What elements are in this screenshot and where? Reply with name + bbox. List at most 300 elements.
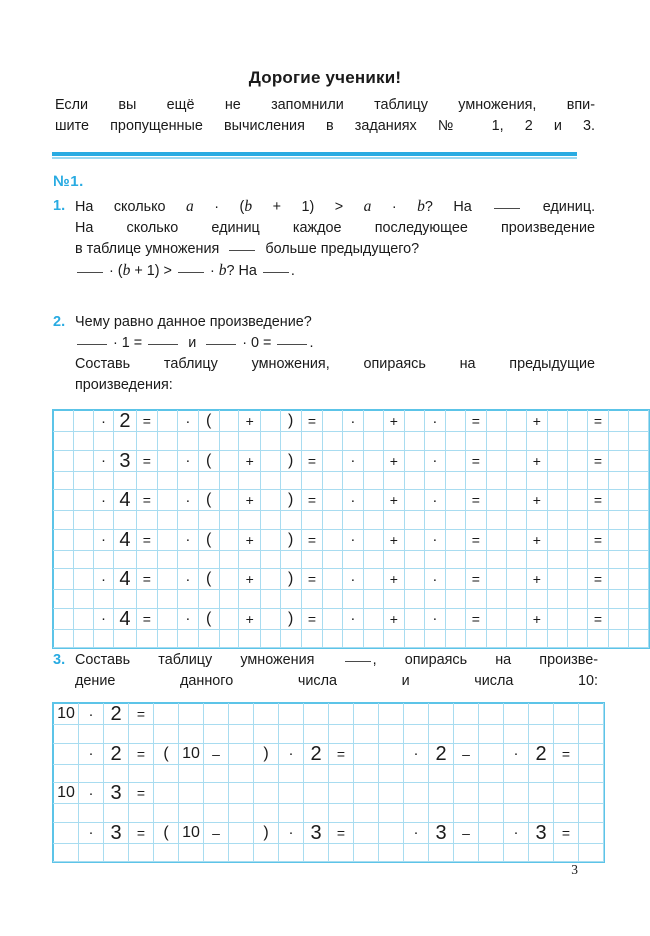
grid-cell[interactable] <box>198 471 219 490</box>
grid-cell[interactable] <box>114 490 136 511</box>
grid-cell[interactable] <box>280 590 301 609</box>
grid-cell[interactable] <box>179 725 204 744</box>
grid-cell[interactable] <box>239 569 261 590</box>
grid-cell[interactable] <box>526 450 548 471</box>
grid-cell[interactable] <box>158 490 178 511</box>
grid-cell[interactable] <box>204 725 229 744</box>
grid-cell[interactable] <box>567 450 587 471</box>
grid-cell[interactable] <box>323 590 343 609</box>
grid-cell[interactable] <box>114 569 136 590</box>
grid-cell[interactable] <box>54 743 79 764</box>
fill-blank[interactable] <box>206 344 236 345</box>
grid-cell[interactable] <box>465 511 487 530</box>
grid-cell[interactable] <box>404 704 429 725</box>
grid-cell[interactable] <box>79 843 104 862</box>
grid-cell[interactable] <box>342 450 363 471</box>
grid-cell[interactable] <box>567 629 587 648</box>
grid-cell[interactable] <box>383 629 405 648</box>
grid-cell[interactable] <box>239 629 261 648</box>
grid-cell[interactable] <box>239 529 261 550</box>
grid-cell[interactable] <box>383 511 405 530</box>
grid-cell[interactable] <box>329 743 354 764</box>
grid-cell[interactable] <box>548 490 568 511</box>
grid-cell[interactable] <box>301 471 323 490</box>
grid-cell[interactable] <box>404 743 429 764</box>
grid-cell[interactable] <box>342 432 363 451</box>
grid-cell[interactable] <box>445 629 465 648</box>
grid-cell[interactable] <box>114 450 136 471</box>
grid-cell[interactable] <box>629 450 649 471</box>
grid-cell[interactable] <box>445 529 465 550</box>
grid-cell[interactable] <box>304 843 329 862</box>
grid-cell[interactable] <box>158 511 178 530</box>
grid-cell[interactable] <box>158 432 178 451</box>
grid-cell[interactable] <box>219 490 239 511</box>
grid-cell[interactable] <box>239 550 261 569</box>
grid-cell[interactable] <box>629 511 649 530</box>
grid-cell[interactable] <box>567 590 587 609</box>
grid-cell[interactable] <box>129 704 154 725</box>
grid-cell[interactable] <box>229 783 254 804</box>
grid-cell[interactable] <box>79 822 104 843</box>
grid-cell[interactable] <box>506 590 526 609</box>
grid-cell[interactable] <box>567 411 587 432</box>
grid-cell[interactable] <box>158 590 178 609</box>
grid-cell[interactable] <box>587 450 609 471</box>
grid-cell[interactable] <box>554 743 579 764</box>
grid-cell[interactable] <box>304 764 329 783</box>
grid-cell[interactable] <box>579 743 604 764</box>
grid-cell[interactable] <box>329 764 354 783</box>
grid-cell[interactable] <box>260 550 280 569</box>
grid-cell[interactable] <box>136 550 158 569</box>
grid-cell[interactable] <box>198 529 219 550</box>
grid-cell[interactable] <box>304 725 329 744</box>
grid-cell[interactable] <box>93 569 114 590</box>
grid-cell[interactable] <box>73 450 93 471</box>
fill-blank[interactable] <box>148 344 178 345</box>
grid-cell[interactable] <box>54 843 79 862</box>
grid-cell[interactable] <box>405 550 425 569</box>
grid-cell[interactable] <box>429 725 454 744</box>
grid-cell[interactable] <box>54 725 79 744</box>
grid-cell[interactable] <box>198 511 219 530</box>
grid-cell[interactable] <box>204 843 229 862</box>
grid-cell[interactable] <box>354 743 379 764</box>
grid-cell[interactable] <box>587 490 609 511</box>
grid-cell[interactable] <box>363 550 383 569</box>
grid-cell[interactable] <box>554 704 579 725</box>
multiplication-table-grid-1[interactable] <box>52 409 650 649</box>
grid-cell[interactable] <box>548 450 568 471</box>
grid-cell[interactable] <box>239 471 261 490</box>
grid-cell[interactable] <box>567 490 587 511</box>
grid-cell[interactable] <box>383 490 405 511</box>
grid-cell[interactable] <box>229 725 254 744</box>
grid-cell[interactable] <box>465 569 487 590</box>
grid-cell[interactable] <box>129 804 154 823</box>
grid-cell[interactable] <box>79 804 104 823</box>
grid-cell[interactable] <box>383 569 405 590</box>
grid-cell[interactable] <box>280 550 301 569</box>
grid-cell[interactable] <box>93 450 114 471</box>
grid-cell[interactable] <box>154 704 179 725</box>
grid-cell[interactable] <box>114 432 136 451</box>
grid-cell[interactable] <box>136 529 158 550</box>
grid-cell[interactable] <box>354 843 379 862</box>
grid-cell[interactable] <box>383 450 405 471</box>
grid-cell[interactable] <box>465 411 487 432</box>
grid-cell[interactable] <box>487 529 507 550</box>
grid-cell[interactable] <box>219 411 239 432</box>
grid-cell[interactable] <box>487 490 507 511</box>
grid-cell[interactable] <box>280 471 301 490</box>
grid-cell[interactable] <box>383 411 405 432</box>
grid-cell[interactable] <box>179 843 204 862</box>
grid-cell[interactable] <box>526 590 548 609</box>
grid-cell[interactable] <box>454 843 479 862</box>
grid-cell[interactable] <box>579 764 604 783</box>
grid-cell[interactable] <box>609 490 629 511</box>
grid-cell[interactable] <box>104 725 129 744</box>
grid-cell[interactable] <box>405 569 425 590</box>
grid-cell[interactable] <box>445 569 465 590</box>
grid-cell[interactable] <box>260 629 280 648</box>
grid-cell[interactable] <box>548 550 568 569</box>
grid-cell[interactable] <box>73 590 93 609</box>
grid-cell[interactable] <box>487 411 507 432</box>
grid-cell[interactable] <box>260 471 280 490</box>
grid-cell[interactable] <box>629 629 649 648</box>
grid-cell[interactable] <box>198 490 219 511</box>
grid-cell[interactable] <box>548 629 568 648</box>
grid-cell[interactable] <box>445 608 465 629</box>
grid-cell[interactable] <box>158 529 178 550</box>
grid-cell[interactable] <box>73 432 93 451</box>
grid-cell[interactable] <box>342 550 363 569</box>
grid-cell[interactable] <box>587 569 609 590</box>
grid-cell[interactable] <box>506 608 526 629</box>
grid-cell[interactable] <box>304 743 329 764</box>
grid-cell[interactable] <box>548 411 568 432</box>
grid-cell[interactable] <box>198 550 219 569</box>
grid-cell[interactable] <box>526 411 548 432</box>
grid-cell[interactable] <box>354 822 379 843</box>
grid-cell[interactable] <box>609 471 629 490</box>
grid-cell[interactable] <box>280 511 301 530</box>
grid-cell[interactable] <box>104 822 129 843</box>
grid-cell[interactable] <box>454 764 479 783</box>
grid-cell[interactable] <box>158 608 178 629</box>
fill-blank[interactable] <box>77 344 107 345</box>
grid-cell[interactable] <box>504 743 529 764</box>
grid-cell[interactable] <box>136 432 158 451</box>
grid-cell[interactable] <box>229 843 254 862</box>
grid-cell[interactable] <box>280 490 301 511</box>
grid-cell[interactable] <box>198 450 219 471</box>
grid-cell[interactable] <box>379 822 404 843</box>
grid-cell[interactable] <box>136 590 158 609</box>
grid-cell[interactable] <box>136 608 158 629</box>
grid-cell[interactable] <box>554 783 579 804</box>
grid-cell[interactable] <box>354 725 379 744</box>
grid-cell[interactable] <box>104 764 129 783</box>
grid-cell[interactable] <box>548 471 568 490</box>
grid-cell[interactable] <box>479 822 504 843</box>
grid-cell[interactable] <box>404 783 429 804</box>
grid-cell[interactable] <box>301 629 323 648</box>
grid-cell[interactable] <box>323 569 343 590</box>
grid-cell[interactable] <box>229 764 254 783</box>
grid-cell[interactable] <box>129 764 154 783</box>
grid-cell[interactable] <box>54 764 79 783</box>
grid-cell[interactable] <box>280 411 301 432</box>
grid-cell[interactable] <box>280 432 301 451</box>
grid-cell[interactable] <box>609 411 629 432</box>
grid-cell[interactable] <box>329 822 354 843</box>
grid-cell[interactable] <box>154 783 179 804</box>
grid-cell[interactable] <box>506 569 526 590</box>
grid-cell[interactable] <box>177 569 198 590</box>
grid-cell[interactable] <box>177 471 198 490</box>
grid-cell[interactable] <box>609 511 629 530</box>
grid-cell[interactable] <box>323 411 343 432</box>
grid-cell[interactable] <box>104 743 129 764</box>
grid-cell[interactable] <box>479 743 504 764</box>
grid-cell[interactable] <box>73 569 93 590</box>
grid-cell[interactable] <box>405 608 425 629</box>
multiplication-table-grid-2[interactable] <box>52 702 605 863</box>
grid-cell[interactable] <box>219 511 239 530</box>
grid-cell[interactable] <box>219 608 239 629</box>
grid-cell[interactable] <box>609 569 629 590</box>
grid-cell[interactable] <box>506 529 526 550</box>
grid-cell[interactable] <box>379 743 404 764</box>
grid-cell[interactable] <box>454 822 479 843</box>
grid-cell[interactable] <box>567 471 587 490</box>
grid-cell[interactable] <box>548 432 568 451</box>
grid-cell[interactable] <box>254 783 279 804</box>
grid-cell[interactable] <box>342 590 363 609</box>
grid-cell[interactable] <box>323 432 343 451</box>
grid-cell[interactable] <box>254 704 279 725</box>
grid-cell[interactable] <box>93 550 114 569</box>
grid-cell[interactable] <box>323 490 343 511</box>
grid-cell[interactable] <box>129 783 154 804</box>
grid-cell[interactable] <box>239 511 261 530</box>
grid-cell[interactable] <box>548 590 568 609</box>
grid-cell[interactable] <box>454 804 479 823</box>
grid-cell[interactable] <box>465 471 487 490</box>
grid-cell[interactable] <box>177 529 198 550</box>
grid-cell[interactable] <box>229 804 254 823</box>
grid-cell[interactable] <box>79 704 104 725</box>
grid-cell[interactable] <box>629 529 649 550</box>
grid-cell[interactable] <box>342 569 363 590</box>
grid-cell[interactable] <box>73 550 93 569</box>
grid-cell[interactable] <box>506 629 526 648</box>
grid-cell[interactable] <box>254 743 279 764</box>
grid-cell[interactable] <box>279 822 304 843</box>
grid-cell[interactable] <box>424 629 445 648</box>
grid-cell[interactable] <box>579 804 604 823</box>
grid-cell[interactable] <box>329 725 354 744</box>
grid-cell[interactable] <box>424 529 445 550</box>
grid-cell[interactable] <box>114 529 136 550</box>
grid-cell[interactable] <box>548 569 568 590</box>
grid-cell[interactable] <box>254 725 279 744</box>
grid-cell[interactable] <box>487 550 507 569</box>
grid-cell[interactable] <box>609 629 629 648</box>
grid-cell[interactable] <box>629 490 649 511</box>
grid-cell[interactable] <box>567 608 587 629</box>
grid-cell[interactable] <box>506 471 526 490</box>
grid-cell[interactable] <box>506 450 526 471</box>
grid-cell[interactable] <box>424 569 445 590</box>
grid-cell[interactable] <box>177 450 198 471</box>
grid-cell[interactable] <box>54 411 74 432</box>
grid-cell[interactable] <box>587 529 609 550</box>
grid-cell[interactable] <box>260 450 280 471</box>
grid-cell[interactable] <box>445 411 465 432</box>
grid-cell[interactable] <box>526 608 548 629</box>
grid-cell[interactable] <box>529 704 554 725</box>
grid-cell[interactable] <box>323 529 343 550</box>
grid-cell[interactable] <box>379 783 404 804</box>
grid-cell[interactable] <box>229 822 254 843</box>
grid-cell[interactable] <box>329 804 354 823</box>
grid-cell[interactable] <box>54 471 74 490</box>
grid-cell[interactable] <box>383 529 405 550</box>
grid-cell[interactable] <box>73 608 93 629</box>
grid-cell[interactable] <box>280 608 301 629</box>
grid-cell[interactable] <box>383 432 405 451</box>
grid-cell[interactable] <box>526 511 548 530</box>
grid-cell[interactable] <box>465 432 487 451</box>
grid-cell[interactable] <box>329 783 354 804</box>
grid-cell[interactable] <box>567 511 587 530</box>
grid-cell[interactable] <box>526 529 548 550</box>
grid-cell[interactable] <box>114 629 136 648</box>
grid-cell[interactable] <box>383 471 405 490</box>
grid-cell[interactable] <box>465 450 487 471</box>
grid-cell[interactable] <box>54 529 74 550</box>
grid-cell[interactable] <box>204 764 229 783</box>
grid-cell[interactable] <box>54 550 74 569</box>
grid-cell[interactable] <box>587 629 609 648</box>
grid-cell[interactable] <box>554 822 579 843</box>
grid-cell[interactable] <box>445 550 465 569</box>
grid-cell[interactable] <box>129 743 154 764</box>
grid-cell[interactable] <box>73 411 93 432</box>
grid-cell[interactable] <box>504 783 529 804</box>
grid-cell[interactable] <box>479 725 504 744</box>
grid-cell[interactable] <box>363 590 383 609</box>
grid-cell[interactable] <box>129 822 154 843</box>
grid-cell[interactable] <box>177 590 198 609</box>
grid-cell[interactable] <box>554 843 579 862</box>
grid-cell[interactable] <box>279 725 304 744</box>
grid-cell[interactable] <box>548 511 568 530</box>
grid-cell[interactable] <box>93 608 114 629</box>
grid-cell[interactable] <box>104 783 129 804</box>
fill-blank[interactable] <box>277 344 307 345</box>
grid-cell[interactable] <box>429 822 454 843</box>
grid-cell[interactable] <box>179 822 204 843</box>
grid-cell[interactable] <box>304 822 329 843</box>
grid-cell[interactable] <box>279 843 304 862</box>
grid-cell[interactable] <box>198 629 219 648</box>
grid-cell[interactable] <box>445 450 465 471</box>
grid-cell[interactable] <box>158 450 178 471</box>
grid-cell[interactable] <box>506 411 526 432</box>
grid-cell[interactable] <box>342 529 363 550</box>
grid-cell[interactable] <box>301 590 323 609</box>
grid-cell[interactable] <box>587 411 609 432</box>
grid-cell[interactable] <box>136 569 158 590</box>
grid-cell[interactable] <box>554 725 579 744</box>
grid-cell[interactable] <box>177 511 198 530</box>
grid-cell[interactable] <box>260 529 280 550</box>
grid-cell[interactable] <box>363 608 383 629</box>
grid-cell[interactable] <box>506 490 526 511</box>
grid-cell[interactable] <box>445 490 465 511</box>
grid-cell[interactable] <box>229 743 254 764</box>
grid-cell[interactable] <box>129 725 154 744</box>
grid-cell[interactable] <box>204 743 229 764</box>
grid-cell[interactable] <box>158 550 178 569</box>
grid-cell[interactable] <box>136 471 158 490</box>
grid-cell[interactable] <box>465 590 487 609</box>
grid-cell[interactable] <box>114 590 136 609</box>
grid-cell[interactable] <box>504 725 529 744</box>
grid-cell[interactable] <box>479 843 504 862</box>
grid-cell[interactable] <box>429 743 454 764</box>
grid-cell[interactable] <box>158 569 178 590</box>
grid-cell[interactable] <box>405 511 425 530</box>
grid-cell[interactable] <box>219 529 239 550</box>
grid-cell[interactable] <box>179 804 204 823</box>
grid-cell[interactable] <box>93 411 114 432</box>
grid-cell[interactable] <box>429 804 454 823</box>
grid-cell[interactable] <box>198 608 219 629</box>
grid-cell[interactable] <box>93 511 114 530</box>
grid-cell[interactable] <box>158 471 178 490</box>
grid-cell[interactable] <box>260 490 280 511</box>
grid-cell[interactable] <box>529 743 554 764</box>
grid-cell[interactable] <box>239 450 261 471</box>
grid-cell[interactable] <box>342 411 363 432</box>
grid-cell[interactable] <box>54 822 79 843</box>
grid-cell[interactable] <box>342 608 363 629</box>
grid-cell[interactable] <box>204 783 229 804</box>
grid-cell[interactable] <box>404 725 429 744</box>
grid-cell[interactable] <box>179 704 204 725</box>
grid-cell[interactable] <box>405 490 425 511</box>
grid-cell[interactable] <box>301 511 323 530</box>
grid-cell[interactable] <box>323 511 343 530</box>
grid-cell[interactable] <box>465 490 487 511</box>
grid-cell[interactable] <box>177 490 198 511</box>
grid-cell[interactable] <box>104 804 129 823</box>
grid-cell[interactable] <box>260 590 280 609</box>
grid-cell[interactable] <box>487 450 507 471</box>
grid-cell[interactable] <box>445 590 465 609</box>
grid-cell[interactable] <box>487 608 507 629</box>
grid-cell[interactable] <box>154 743 179 764</box>
grid-cell[interactable] <box>301 490 323 511</box>
grid-cell[interactable] <box>487 629 507 648</box>
